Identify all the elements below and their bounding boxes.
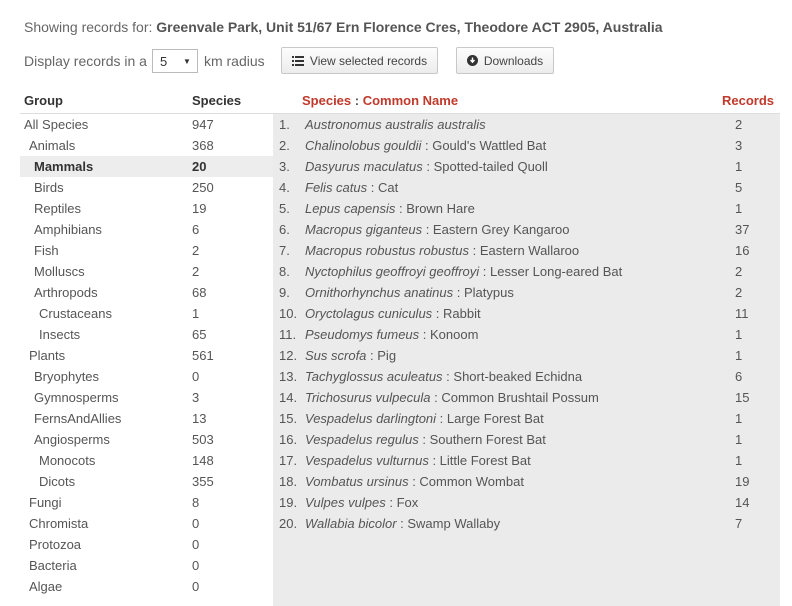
group-rows <box>20 114 273 597</box>
records-count: 3 <box>735 138 743 153</box>
group-name: Fungi <box>29 495 62 510</box>
scientific-name: Austronomus australis australis <box>305 117 486 132</box>
records-count: 14 <box>735 495 750 510</box>
radius-select-value: 5 <box>159 53 168 69</box>
caret-down-icon: ▼ <box>183 56 191 66</box>
species-row-number: 7. <box>279 243 290 258</box>
records-count: 1 <box>735 432 743 447</box>
group-species-count: 148 <box>192 453 214 468</box>
group-row[interactable] <box>20 261 273 282</box>
species-row[interactable] <box>273 261 780 282</box>
scientific-name: Sus scrofa <box>305 348 367 363</box>
species-name[interactable] <box>305 348 735 363</box>
records-count: 19 <box>735 474 750 489</box>
common-name: Common Wombat <box>419 474 524 489</box>
group-species-count: 2 <box>192 264 200 279</box>
scientific-name: Trichosurus vulpecula <box>305 390 431 405</box>
records-count: 11 <box>735 306 749 321</box>
common-name: Southern Forest Bat <box>429 432 546 447</box>
species-row[interactable] <box>273 198 780 219</box>
records-count: 1 <box>735 327 743 342</box>
scientific-name: Lepus capensis <box>305 201 396 216</box>
group-row[interactable] <box>20 450 273 471</box>
group-row[interactable] <box>20 471 273 492</box>
common-name: Little Forest Bat <box>439 453 531 468</box>
group-row[interactable] <box>20 534 273 555</box>
species-row[interactable] <box>273 492 780 513</box>
species-name[interactable] <box>305 369 735 384</box>
common-name: Fox <box>396 495 419 510</box>
header-prefix: Showing records for: <box>24 19 157 35</box>
common-name: Platypus <box>464 285 514 300</box>
scientific-name: Wallabia bicolor <box>305 516 397 531</box>
species-name[interactable] <box>305 411 735 426</box>
species-row-number: 12. <box>279 348 298 363</box>
species-row-number: 6. <box>279 222 290 237</box>
name-separator: : <box>469 243 480 258</box>
common-name: Large Forest Bat <box>446 411 544 426</box>
group-name: Animals <box>29 138 76 153</box>
name-separator: : <box>419 327 431 342</box>
common-name: Rabbit <box>443 306 481 321</box>
group-species-count: 503 <box>192 432 214 447</box>
group-row[interactable] <box>20 492 273 513</box>
species-name[interactable] <box>305 453 735 468</box>
records-count: 6 <box>735 369 743 384</box>
records-count: 2 <box>735 264 743 279</box>
common-name: Spotted-tailed Quoll <box>433 159 548 174</box>
species-name[interactable] <box>305 516 735 531</box>
group-name: Reptiles <box>34 201 81 216</box>
list-icon <box>292 56 304 66</box>
group-name: Arthropods <box>34 285 98 300</box>
records-count: 1 <box>735 411 743 426</box>
records-count: 7 <box>735 516 743 531</box>
group-column-header: Group <box>24 93 63 108</box>
records-count: 2 <box>735 117 743 132</box>
group-table-header <box>20 88 273 114</box>
name-separator: : <box>366 348 378 363</box>
group-row[interactable] <box>20 324 273 345</box>
common-name: Swamp Wallaby <box>407 516 501 531</box>
species-name[interactable] <box>305 243 735 258</box>
species-row[interactable] <box>273 366 780 387</box>
group-row[interactable] <box>20 345 273 366</box>
group-name: Insects <box>39 327 81 342</box>
name-separator: : <box>396 516 408 531</box>
group-name: Gymnosperms <box>34 390 119 405</box>
species-header-separator: : <box>351 93 363 108</box>
species-row-number: 2. <box>279 138 290 153</box>
species-name[interactable] <box>305 117 735 132</box>
name-separator: : <box>442 369 454 384</box>
species-row-number: 19. <box>279 495 298 510</box>
group-name: Crustaceans <box>39 306 112 321</box>
name-separator: : <box>422 159 434 174</box>
scientific-name: Vespadelus regulus <box>305 432 419 447</box>
records-count: 16 <box>735 243 750 258</box>
download-circle-icon <box>467 55 478 66</box>
species-name[interactable] <box>305 201 735 216</box>
group-name: Amphibians <box>34 222 102 237</box>
group-name: FernsAndAllies <box>34 411 122 426</box>
scientific-name: Dasyurus maculatus <box>305 159 423 174</box>
species-row-number: 1. <box>279 117 290 132</box>
species-name[interactable] <box>305 264 735 279</box>
records-count: 5 <box>735 180 743 195</box>
records-location-header <box>24 19 663 35</box>
species-row-number: 16. <box>279 432 298 447</box>
downloads-label: Downloads <box>483 53 544 68</box>
scientific-name: Macropus giganteus <box>305 222 423 237</box>
species-row[interactable] <box>273 114 780 135</box>
group-row[interactable] <box>20 366 273 387</box>
species-row[interactable] <box>273 324 780 345</box>
group-row[interactable] <box>20 513 273 534</box>
species-row[interactable] <box>273 219 780 240</box>
name-separator: : <box>421 138 433 153</box>
species-column-header[interactable] <box>273 93 722 108</box>
group-species-count: 19 <box>192 201 207 216</box>
name-separator: : <box>432 306 444 321</box>
name-separator: : <box>395 201 407 216</box>
group-species-count: 13 <box>192 411 207 426</box>
species-row[interactable] <box>273 513 780 534</box>
records-count: 37 <box>735 222 750 237</box>
group-species-count: 561 <box>192 348 214 363</box>
species-row-number: 10. <box>279 306 298 321</box>
species-name[interactable] <box>305 222 735 237</box>
scientific-name: Pseudomys fumeus <box>305 327 420 342</box>
species-row[interactable] <box>273 471 780 492</box>
scientific-name: Vespadelus vulturnus <box>305 453 429 468</box>
species-name[interactable] <box>305 390 735 405</box>
group-name: Angiosperms <box>34 432 110 447</box>
group-species-count: 0 <box>192 558 200 573</box>
species-row[interactable] <box>273 156 780 177</box>
name-separator: : <box>479 264 490 279</box>
downloads-button[interactable] <box>456 47 554 74</box>
scientific-name: Oryctolagus cuniculus <box>305 306 433 321</box>
species-row-number: 17. <box>279 453 298 468</box>
group-species-count: 6 <box>192 222 200 237</box>
species-row[interactable] <box>273 282 780 303</box>
group-row[interactable] <box>20 576 273 597</box>
group-row[interactable] <box>20 408 273 429</box>
species-row[interactable] <box>273 408 780 429</box>
group-name: Molluscs <box>34 264 85 279</box>
group-species-count: 65 <box>192 327 207 342</box>
records-count: 1 <box>735 159 743 174</box>
species-row-number: 13. <box>279 369 298 384</box>
species-list <box>273 114 780 606</box>
group-row[interactable] <box>20 114 273 135</box>
species-row-number: 15. <box>279 411 298 426</box>
group-name: Protozoa <box>29 537 82 552</box>
radius-suffix-label: km radius <box>203 53 265 69</box>
group-name: Chromista <box>29 516 89 531</box>
species-name[interactable] <box>305 495 735 510</box>
species-name[interactable] <box>305 306 735 321</box>
group-row[interactable] <box>20 282 273 303</box>
scientific-name: Vulpes vulpes <box>305 495 386 510</box>
view-selected-records-label: View selected records <box>309 53 428 68</box>
records-column-header[interactable]: Records <box>721 93 774 108</box>
species-row[interactable] <box>273 387 780 408</box>
scientific-name: Chalinolobus gouldii <box>305 138 422 153</box>
name-separator: : <box>436 411 447 426</box>
radius-controls <box>24 47 265 75</box>
group-name: Dicots <box>39 474 76 489</box>
species-name[interactable] <box>305 180 735 195</box>
scientific-name: Vespadelus darlingtoni <box>305 411 437 426</box>
group-name: All Species <box>24 117 89 132</box>
species-group-table <box>20 88 273 597</box>
species-row[interactable] <box>273 240 780 261</box>
group-name: Algae <box>29 579 63 594</box>
group-row[interactable] <box>20 177 273 198</box>
group-name: Birds <box>34 180 64 195</box>
species-table-header <box>273 88 780 114</box>
species-name[interactable] <box>305 138 735 153</box>
group-name: Monocots <box>39 453 96 468</box>
view-selected-records-button[interactable] <box>281 47 438 74</box>
records-count: 1 <box>735 453 743 468</box>
common-name: Cat <box>377 180 399 195</box>
location-address: Greenvale Park, Unit 51/67 Ern Florence Cres, Theodore ACT 2905, Australia <box>156 19 663 35</box>
species-row-number: 18. <box>279 474 298 489</box>
common-name: Common Brushtail Possum <box>441 390 599 405</box>
group-species-count: 0 <box>192 369 200 384</box>
records-count: 1 <box>735 201 743 216</box>
records-count: 15 <box>735 390 750 405</box>
species-name[interactable] <box>305 285 735 300</box>
radius-prefix-label: Display records in a <box>24 53 147 69</box>
group-row[interactable] <box>20 240 273 261</box>
scientific-name: Nyctophilus geoffroyi geoffroyi <box>305 264 480 279</box>
group-row[interactable] <box>20 555 273 576</box>
group-species-count: 355 <box>192 474 214 489</box>
name-separator: : <box>422 222 433 237</box>
group-species-count: 20 <box>192 159 207 174</box>
group-species-count: 3 <box>192 390 200 405</box>
species-name[interactable] <box>305 474 735 489</box>
common-name: Konoom <box>430 327 479 342</box>
name-separator: : <box>367 180 378 195</box>
species-row[interactable] <box>273 177 780 198</box>
group-species-count: 2 <box>192 243 200 258</box>
scientific-name: Macropus robustus robustus <box>305 243 470 258</box>
species-count-column-header: Species <box>192 93 242 108</box>
species-name[interactable] <box>305 432 735 447</box>
species-row[interactable] <box>273 303 780 324</box>
species-row[interactable] <box>273 450 780 471</box>
name-separator: : <box>428 453 440 468</box>
group-species-count: 1 <box>192 306 200 321</box>
species-row-number: 3. <box>279 159 290 174</box>
scientific-name: Tachyglossus aculeatus <box>305 369 443 384</box>
group-name: Bryophytes <box>34 369 100 384</box>
common-name: Gould's Wattled Bat <box>432 138 547 153</box>
group-species-count: 0 <box>192 516 200 531</box>
radius-select[interactable] <box>152 49 198 73</box>
common-name: Short-beaked Echidna <box>453 369 583 384</box>
species-header-label: Species <box>302 93 352 108</box>
common-name-header-label: Common Name <box>362 93 459 108</box>
species-name[interactable] <box>305 159 735 174</box>
group-species-count: 368 <box>192 138 214 153</box>
records-count: 1 <box>735 348 743 363</box>
species-row-number: 8. <box>279 264 290 279</box>
name-separator: : <box>418 432 430 447</box>
group-row[interactable] <box>20 156 273 177</box>
group-name: Bacteria <box>29 558 77 573</box>
species-row[interactable] <box>273 429 780 450</box>
group-row[interactable] <box>20 219 273 240</box>
scientific-name: Felis catus <box>305 180 368 195</box>
group-row[interactable] <box>20 303 273 324</box>
species-row-number: 11. <box>279 327 297 342</box>
species-name[interactable] <box>305 327 735 342</box>
group-species-count: 0 <box>192 537 200 552</box>
group-species-count: 8 <box>192 495 200 510</box>
species-row-number: 5. <box>279 201 290 216</box>
group-row[interactable] <box>20 198 273 219</box>
group-row[interactable] <box>20 135 273 156</box>
group-name: Plants <box>29 348 66 363</box>
species-row-number: 9. <box>279 285 290 300</box>
species-row-number: 14. <box>279 390 298 405</box>
species-row-number: 20. <box>279 516 298 531</box>
common-name: Eastern Grey Kangaroo <box>432 222 570 237</box>
species-row[interactable] <box>273 135 780 156</box>
name-separator: : <box>385 495 397 510</box>
common-name: Eastern Wallaroo <box>479 243 580 258</box>
records-count: 2 <box>735 285 743 300</box>
name-separator: : <box>453 285 464 300</box>
group-species-count: 947 <box>192 117 214 132</box>
common-name: Pig <box>377 348 397 363</box>
species-row-number: 4. <box>279 180 290 195</box>
scientific-name: Vombatus ursinus <box>305 474 409 489</box>
common-name: Brown Hare <box>406 201 475 216</box>
group-species-count: 0 <box>192 579 200 594</box>
name-separator: : <box>408 474 420 489</box>
group-name: Mammals <box>34 159 94 174</box>
group-row[interactable] <box>20 387 273 408</box>
group-row[interactable] <box>20 429 273 450</box>
scientific-name: Ornithorhynchus anatinus <box>305 285 454 300</box>
group-name: Fish <box>34 243 59 258</box>
common-name: Lesser Long-eared Bat <box>490 264 623 279</box>
group-species-count: 250 <box>192 180 214 195</box>
group-species-count: 68 <box>192 285 207 300</box>
name-separator: : <box>430 390 442 405</box>
species-row[interactable] <box>273 345 780 366</box>
